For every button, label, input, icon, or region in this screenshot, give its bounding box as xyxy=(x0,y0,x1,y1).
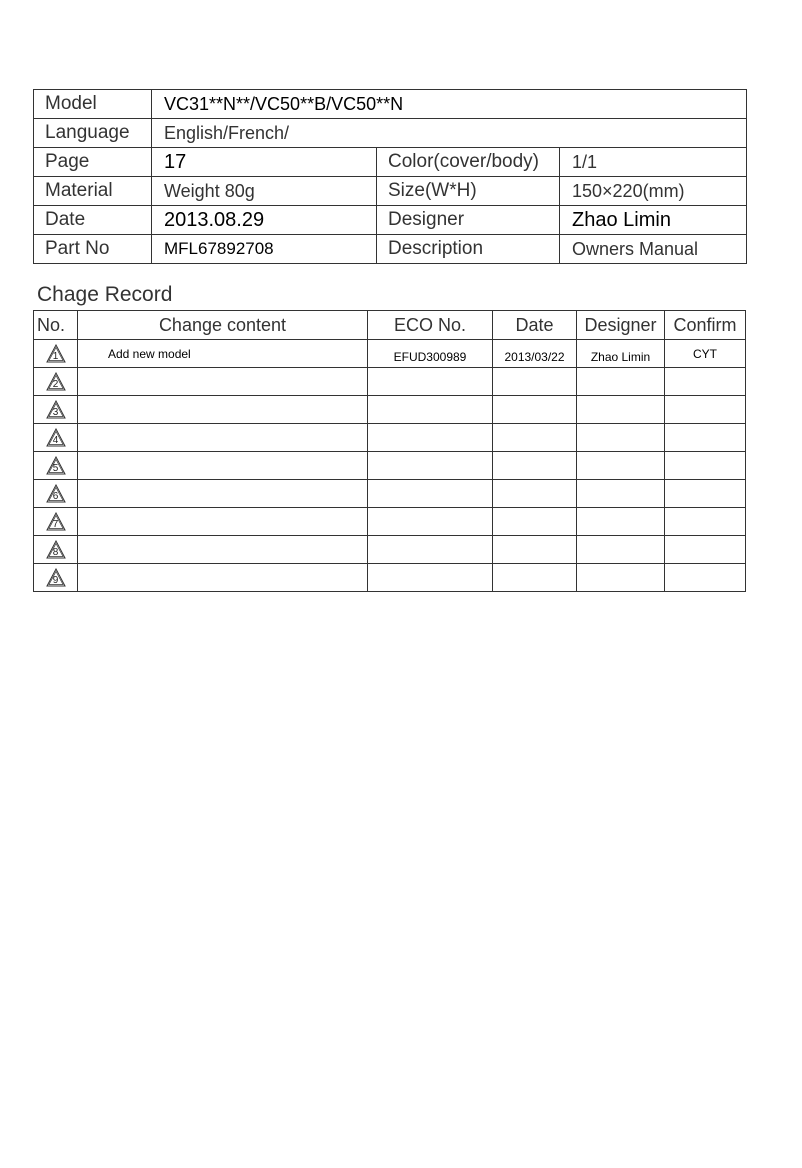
date-cell xyxy=(493,396,577,424)
revision-triangle-icon xyxy=(46,428,66,447)
confirm-cell xyxy=(665,480,746,508)
confirm-cell xyxy=(665,396,746,424)
revision-number: 1 xyxy=(52,351,59,362)
description-value: Owners Manual xyxy=(560,235,747,264)
revision-number: 6 xyxy=(52,491,59,502)
designer-cell: Zhao Limin xyxy=(577,340,665,368)
material-value: Weight 80g xyxy=(152,177,377,206)
revision-triangle-icon xyxy=(46,372,66,391)
revision-number-cell xyxy=(34,452,78,480)
change-content-cell xyxy=(78,564,368,592)
designer-cell xyxy=(577,508,665,536)
model-label: Model xyxy=(34,90,152,119)
change-content-cell xyxy=(78,508,368,536)
eco-no-cell: EFUD300989 xyxy=(368,340,493,368)
revision-triangle-icon xyxy=(46,456,66,475)
change-content-cell xyxy=(78,368,368,396)
designer-cell xyxy=(577,452,665,480)
color-value: 1/1 xyxy=(560,148,747,177)
designer-cell xyxy=(577,368,665,396)
eco-no-cell xyxy=(368,396,493,424)
change-content-cell xyxy=(78,452,368,480)
designer-cell xyxy=(577,424,665,452)
revision-number: 7 xyxy=(52,519,59,530)
eco-no-cell xyxy=(368,368,493,396)
record-title: Chage Record xyxy=(37,283,173,306)
designer-cell xyxy=(577,480,665,508)
spec-row-language xyxy=(34,119,747,148)
eco-no-cell xyxy=(368,480,493,508)
date-value: 2013.08.29 xyxy=(152,206,377,235)
table-row xyxy=(34,452,746,480)
spec-table xyxy=(33,89,747,264)
table-row xyxy=(34,340,746,368)
spec-row-partno xyxy=(34,235,747,264)
record-body xyxy=(34,340,746,592)
date-cell: 2013/03/22 xyxy=(493,340,577,368)
confirm-cell xyxy=(665,508,746,536)
table-row xyxy=(34,536,746,564)
designer-value: Zhao Limin xyxy=(560,206,747,235)
designer-label: Designer xyxy=(377,206,560,235)
table-row xyxy=(34,564,746,592)
confirm-cell xyxy=(665,536,746,564)
table-row xyxy=(34,508,746,536)
partno-value: MFL67892708 xyxy=(152,235,377,264)
revision-triangle-icon xyxy=(46,568,66,587)
header-eco-no: ECO No. xyxy=(368,311,493,340)
color-label: Color(cover/body) xyxy=(377,148,560,177)
revision-number: 9 xyxy=(52,575,59,586)
table-row xyxy=(34,424,746,452)
change-record-table xyxy=(33,310,746,592)
change-content-cell: Add new model xyxy=(78,340,368,368)
confirm-cell xyxy=(665,368,746,396)
revision-triangle-icon xyxy=(46,344,66,363)
record-header-row xyxy=(34,311,746,340)
change-content-cell xyxy=(78,480,368,508)
designer-cell xyxy=(577,564,665,592)
table-row xyxy=(34,480,746,508)
material-label: Material xyxy=(34,177,152,206)
revision-number-cell xyxy=(34,340,78,368)
revision-number-cell xyxy=(34,424,78,452)
header-no: No. xyxy=(34,311,78,340)
spec-row-material xyxy=(34,177,747,206)
revision-number-cell xyxy=(34,508,78,536)
confirm-cell: CYT xyxy=(665,340,746,368)
designer-cell xyxy=(577,396,665,424)
table-row xyxy=(34,396,746,424)
revision-number: 2 xyxy=(52,379,59,390)
revision-number: 3 xyxy=(52,407,59,418)
header-change-content: Change content xyxy=(78,311,368,340)
eco-no-cell xyxy=(368,424,493,452)
spec-row-model xyxy=(34,90,747,119)
language-value: English/French/ xyxy=(152,119,747,148)
revision-number-cell xyxy=(34,480,78,508)
date-cell xyxy=(493,424,577,452)
eco-no-cell xyxy=(368,452,493,480)
header-designer: Designer xyxy=(577,311,665,340)
revision-number-cell xyxy=(34,368,78,396)
confirm-cell xyxy=(665,424,746,452)
confirm-cell xyxy=(665,564,746,592)
language-label: Language xyxy=(34,119,152,148)
size-value: 150×220(mm) xyxy=(560,177,747,206)
revision-number-cell xyxy=(34,564,78,592)
revision-triangle-icon xyxy=(46,512,66,531)
revision-number: 5 xyxy=(52,463,59,474)
table-row xyxy=(34,368,746,396)
revision-number: 8 xyxy=(52,547,59,558)
date-cell xyxy=(493,564,577,592)
revision-triangle-icon xyxy=(46,400,66,419)
date-label: Date xyxy=(34,206,152,235)
date-cell xyxy=(493,508,577,536)
date-cell xyxy=(493,452,577,480)
header-date: Date xyxy=(493,311,577,340)
revision-triangle-icon xyxy=(46,484,66,503)
spec-row-date xyxy=(34,206,747,235)
eco-no-cell xyxy=(368,508,493,536)
change-content-cell xyxy=(78,396,368,424)
page-value: 17 xyxy=(152,148,377,177)
revision-number-cell xyxy=(34,536,78,564)
revision-triangle-icon xyxy=(46,540,66,559)
revision-number-cell xyxy=(34,396,78,424)
page-label: Page xyxy=(34,148,152,177)
date-cell xyxy=(493,536,577,564)
designer-cell xyxy=(577,536,665,564)
size-label: Size(W*H) xyxy=(377,177,560,206)
confirm-cell xyxy=(665,452,746,480)
eco-no-cell xyxy=(368,536,493,564)
date-cell xyxy=(493,480,577,508)
change-content-cell xyxy=(78,536,368,564)
header-confirm: Confirm xyxy=(665,311,746,340)
description-label: Description xyxy=(377,235,560,264)
eco-no-cell xyxy=(368,564,493,592)
date-cell xyxy=(493,368,577,396)
change-content-cell xyxy=(78,424,368,452)
spec-row-page xyxy=(34,148,747,177)
revision-number: 4 xyxy=(52,435,59,446)
model-value: VC31**N**/VC50**B/VC50**N xyxy=(152,90,747,119)
partno-label: Part No xyxy=(34,235,152,264)
